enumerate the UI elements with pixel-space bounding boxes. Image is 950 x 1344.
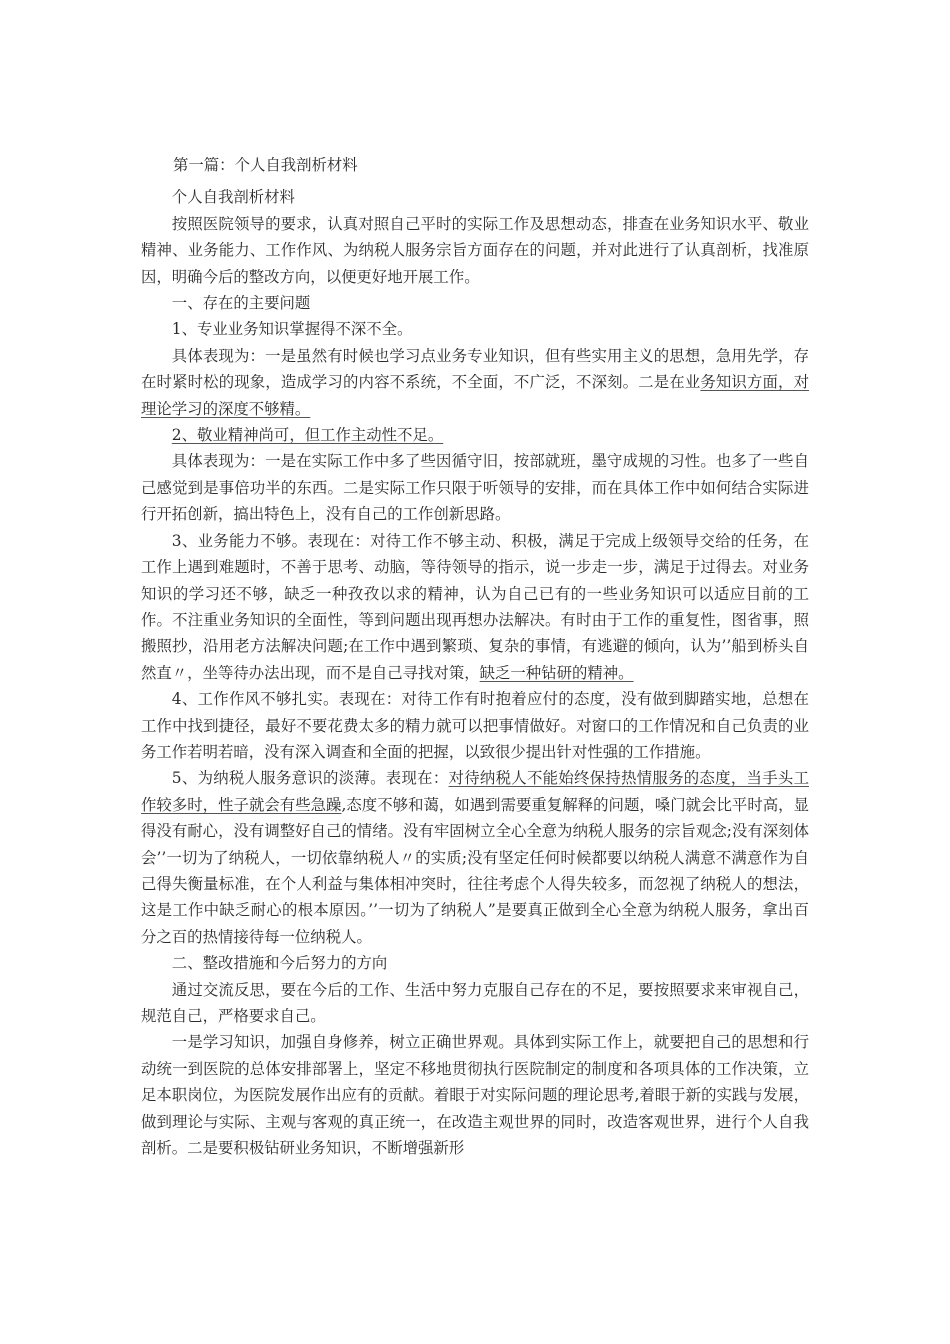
- item4-body: 4、工作作风不够扎实。表现在：对待工作有时抱着应付的态度，没有做到脚踏实地，总想在工作中找到捷径，最好不要花费太多的精力就可以把事情做好。对窗口的工作情况和自己负责的业务工作若明若暗，没有深入调查和全面的把握，以致很少提出针对性强的工作措施。: [141, 690, 809, 761]
- document-subtitle: 个人自我剖析材料: [171, 188, 295, 207]
- item3-body: [141, 528, 809, 686]
- item1-body: [141, 343, 809, 422]
- item2-body: 具体表现为：一是在实际工作中多了些因循守旧，按部就班，墨守成规的习性。也多了一些自己感觉到是事倍功半的东西。二是实际工作只限于听领导的安排，而在具体工作中如何结合实际进行开拓创新，搞出特色上，没有自己的工作创新思路。: [141, 452, 809, 524]
- item1-heading: 1、专业业务知识掌握得不深不全。: [171, 320, 413, 339]
- item3-body-underlined: 缺乏一种钻研的精神。: [479, 663, 634, 682]
- section2-paragraph-2: 一是学习知识，加强自身修养，树立正确世界观。具体到实际工作上，就要把自己的思想和行动统一到医院的总体安排部署上，坚定不移地贯彻执行医院制定的制度和各项具体的工作决策，立足本职岗位，为医院发展作出应有的贡献。着眼于对实际问题的理论思考,着眼于新的实践与发展，做到理论与实际、主观与客观的真正统一，在改造主观世界的同时，改造客观世界，进行个人自我剖析。二是要积极钻研业务知识，不断增强新形: [141, 1033, 809, 1158]
- document-title: 第一篇：个人自我剖析材料: [173, 156, 358, 174]
- item5-body-rest: ,态度不够和蔼，如遇到需要重复解释的问题，嗓门就会比平时高，显得没有耐心，没有调整好自己的情绪。没有牢固树立全心全意为纳税人服务的宗旨观念;没有深刻体会’’一切为了纳税人，一切依靠纳税人〃的实质;没有坚定任何时候都要以纳税人满意不满意作为自己得失衡量标准，在个人利益与集体相冲突时，往往考虑个人得失较多，而忽视了纳税人的想法，这是工作中缺乏耐心的根本原因。’’一切为了纳税人”是要真正做到全心全意为纳税人服务，拿出百分之百的热情接待每一位纳税人。: [141, 795, 809, 946]
- item1-body-text: 具体表现为：一是虽然有时候也学习点业务专业知识，但有些实用主义的思想，急用先学，存在时紧时松的现象，造成学习的内容不系统，不全面，不广泛，不深刻。二是在业: [141, 346, 809, 392]
- item5-body-lead: 5、为纳税人服务意识的淡薄。表现在：: [171, 769, 449, 788]
- item2-heading: [141, 422, 809, 448]
- item1-body-underlined: 务知识方面，对理论学习的深度不够精。: [141, 373, 809, 418]
- item3-body-text: 3、业务能力不够。表现在：对待工作不够主动、积极，满足于完成上级领导交给的任务，在工作上遇到难题时，不善于思考、动脑，等待领导的指示，说一步走一步，满足于过得去。对业务知识的学习还不够，缺乏一种孜孜以求的精神，认为自己已有的一些业务知识可以适应目前的工作。不注重业务知识的全面性，等到问题出现再想办法解决。有时由于工作的重复性，图省事，照搬照抄，沿用老方法解决问题;在工作中遇到繁琐、复杂的事情，有逃避的倾向，认为’’船到桥头自然直〃，坐等待办法出现，而不是自己寻找对策，: [141, 531, 809, 682]
- section2-heading: 二、整改措施和今后努力的方向: [171, 954, 388, 973]
- section1-heading: 一、存在的主要问题: [171, 294, 311, 313]
- document-page: [141, 152, 809, 1161]
- section2-paragraph-1: 通过交流反思，要在今后的工作、生活中努力克服自己存在的不足，要按照要求来审视自己，规范自己，严格要求自己。: [141, 980, 809, 1025]
- item5-body: [141, 765, 809, 950]
- item5-body-underlined: 对待纳税人不能始终保持热情服务的态度，当手头工作较多时，性子就会有些急躁: [141, 769, 809, 814]
- item2-heading-text: 2、敬业精神尚可，但工作主动性不足。: [171, 426, 444, 445]
- intro-paragraph: 按照医院领导的要求，认真对照自己平时的实际工作及思想动态，排查在业务知识水平、敬业精神、业务能力、工作作风、为纳税人服务宗旨方面存在的问题，并对此进行了认真剖析，找准原因，明确今后的整改方向，以便更好地开展工作。: [141, 214, 809, 286]
